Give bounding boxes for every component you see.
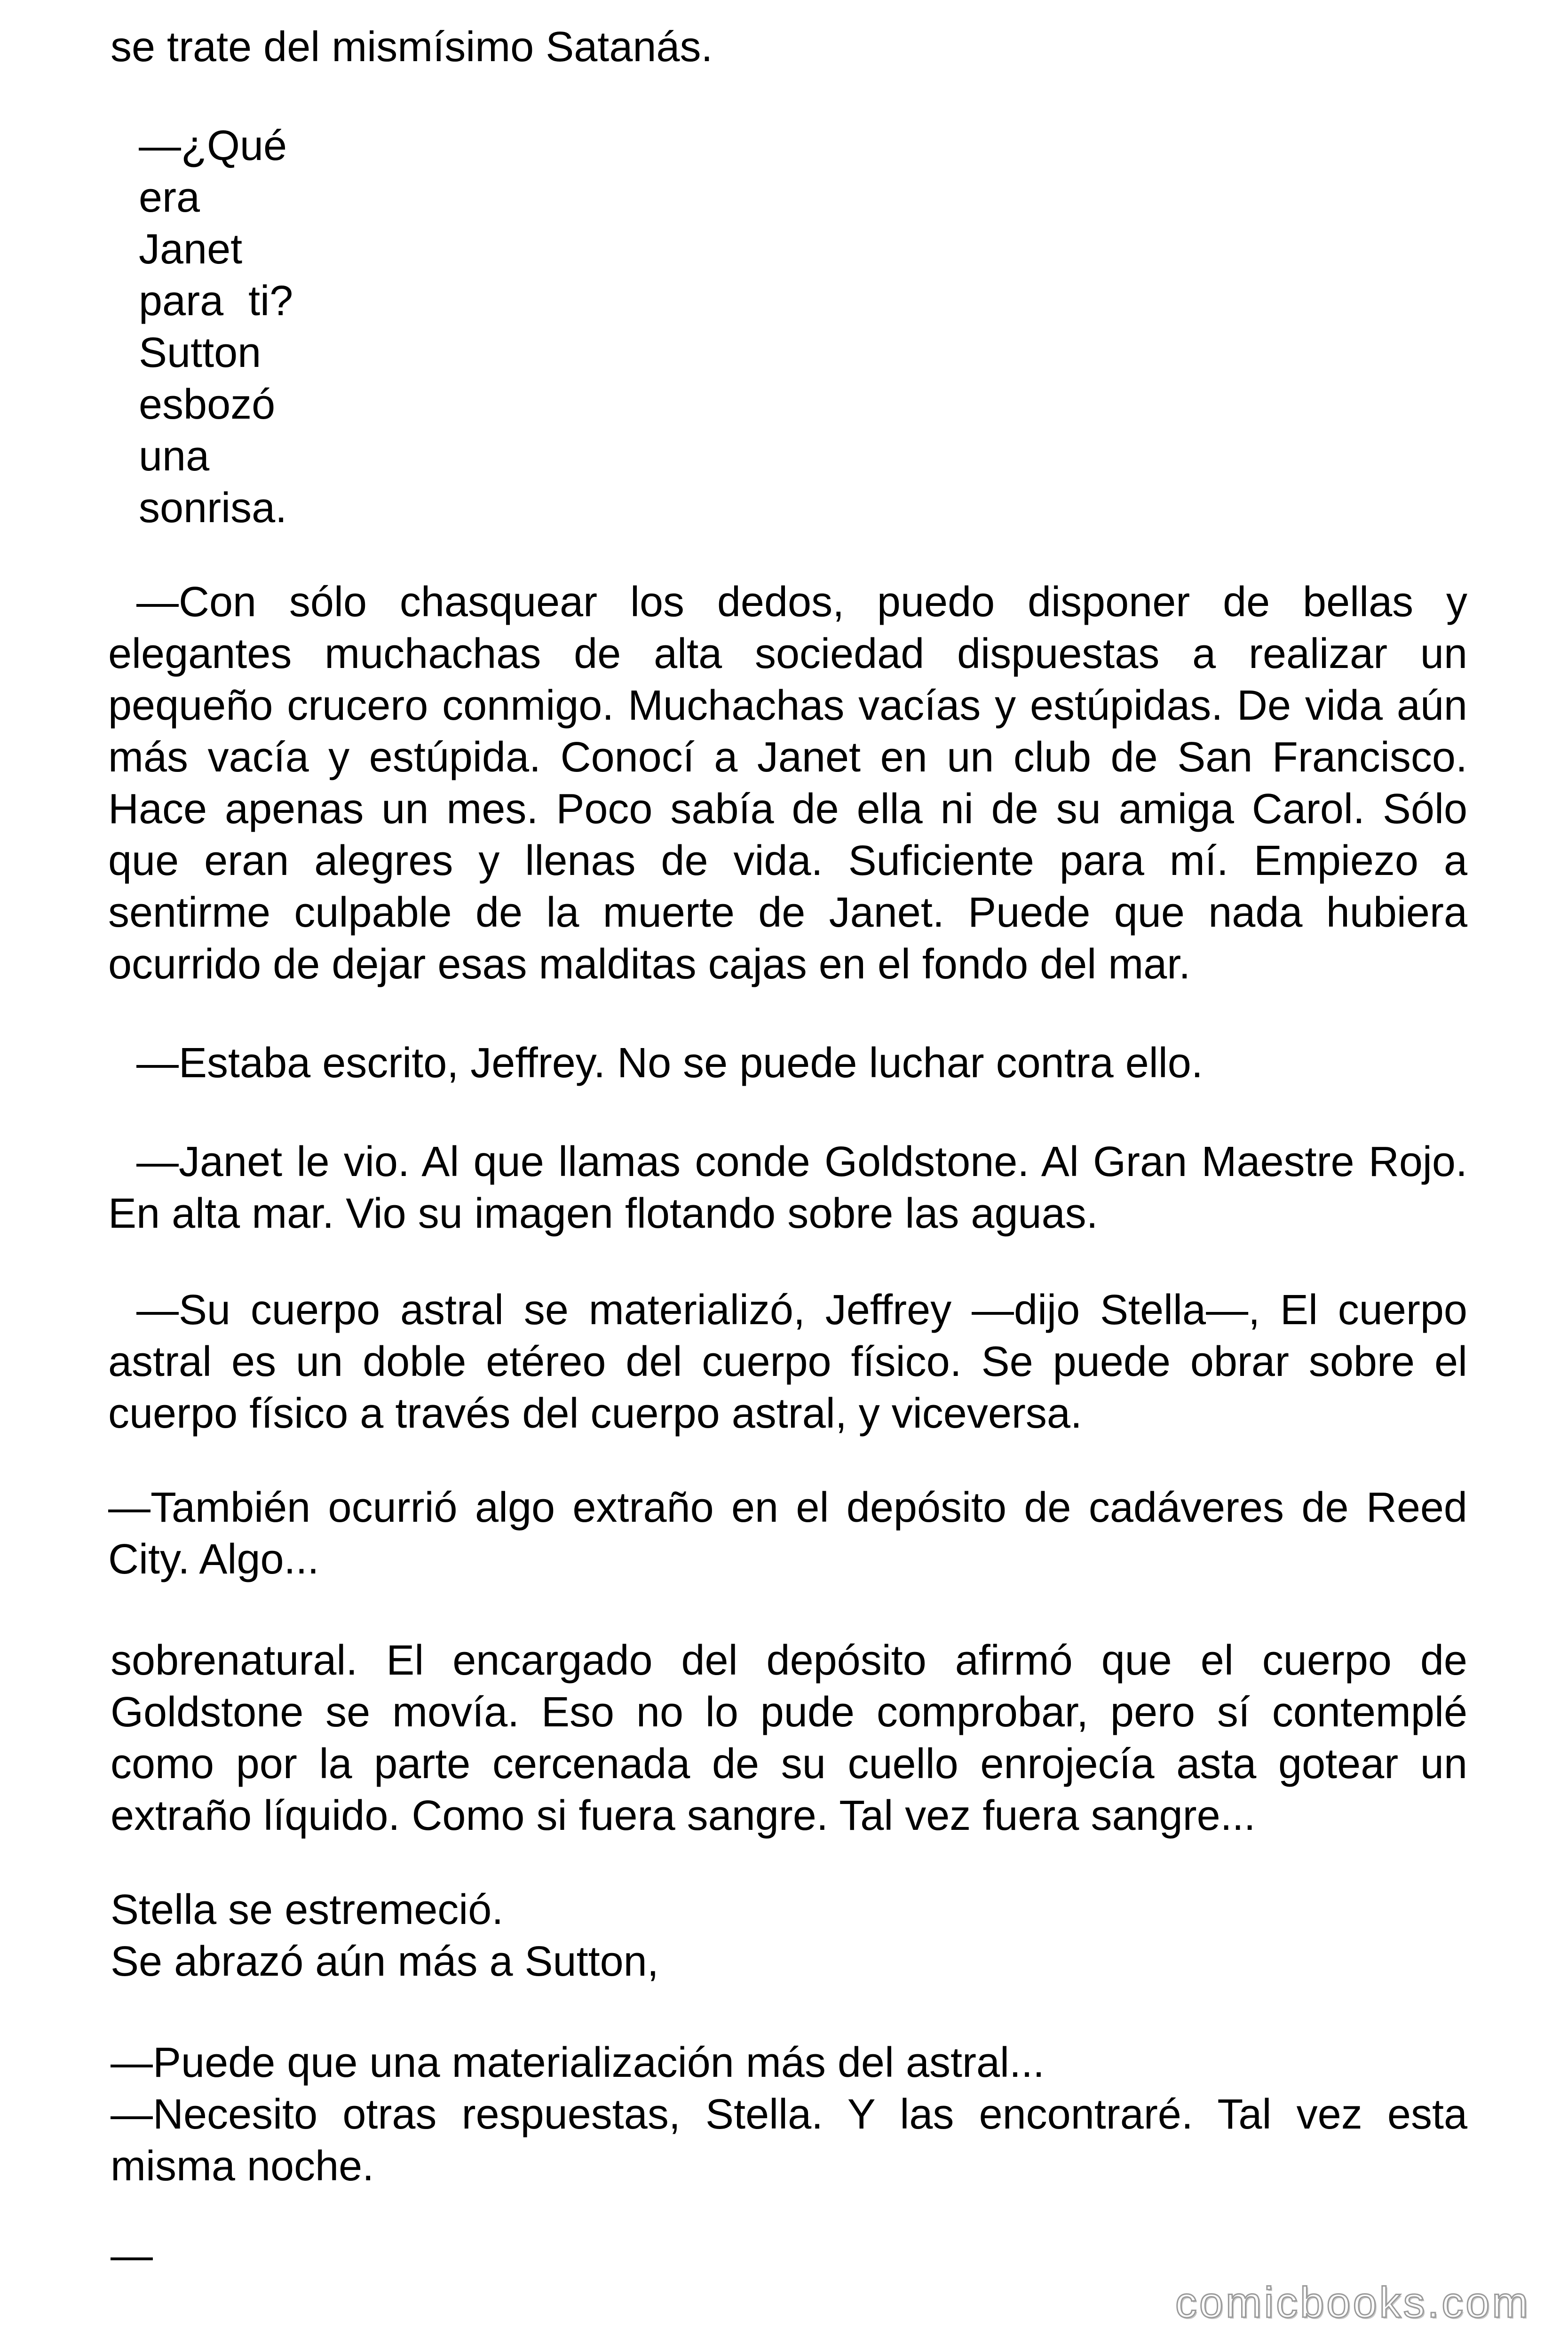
paragraph-opening bbox=[111, 21, 713, 73]
paragraph-sobrenatural: sobrenatural. El encargado del depósito afirmó que el cuerpo de Goldstone se movía. Eso no lo pude comprobar, pero sí contemplé como por la parte cercenada de su cuello enrojecía asta gotear un extraño líquido. Como si fuera sangre. Tal vez fuera sangre... bbox=[111, 1637, 1467, 1839]
text-line: Stella se estremeció. bbox=[111, 1886, 504, 1933]
text-line: esbozó bbox=[139, 381, 276, 428]
text-line: Janet bbox=[139, 226, 243, 273]
paragraph-sutton-speech: —Con sólo chasquear los dedos, puedo disponer de bellas y elegantes muchachas de alta sociedad dispuestas a realizar un pequeño crucero conmigo. Muchachas vacías y estúpidas. De vida aún más vacía y estúpida. Conocí a Janet en un club de San Francisco. Hace apenas un mes. Poco sabía de ella ni de su amiga Carol. Sólo que eran alegres y llenas de vida. Suficiente para mí. Empiezo a sentirme culpable de la muerte de Janet. Puede que nada hubiera ocurrido de dejar esas malditas cajas en el fondo del mar. bbox=[108, 579, 1467, 988]
paragraph-estaba-escrito: —Estaba escrito, Jeffrey. No se puede luchar contra ello. bbox=[136, 1040, 1203, 1087]
text-line: era bbox=[139, 174, 200, 221]
text-line: Sutton bbox=[139, 329, 261, 376]
watermark: comicbooks.com bbox=[1175, 2279, 1530, 2327]
text-line: para ti? bbox=[139, 278, 293, 325]
text-line: se trate del mismísimo Satanás. bbox=[111, 24, 713, 71]
paragraph-deposito: —También ocurrió algo extraño en el depósito de cadáveres de Reed City. Algo... bbox=[108, 1484, 1467, 1583]
text-line: una bbox=[139, 433, 210, 480]
stella-lines bbox=[111, 1884, 659, 1987]
text-line: —¿Qué bbox=[139, 122, 287, 169]
text-line: sonrisa. bbox=[139, 485, 287, 532]
paragraph-cuerpo-astral: —Su cuerpo astral se materializó, Jeffrey —dijo Stella—, El cuerpo astral es un doble etéreo del cuerpo físico. Se puede obrar sobre el cuerpo físico a través del cuerpo astral, y viceversa. bbox=[108, 1287, 1467, 1437]
paragraph-otras-respuestas: —Necesito otras respuestas, Stella. Y las encontraré. Tal vez esta misma noche. bbox=[111, 2091, 1467, 2190]
paragraph-materializacion: —Puede que una materialización más del astral... bbox=[111, 2039, 1045, 2086]
text-line: — bbox=[111, 2232, 153, 2279]
paragraph-dash bbox=[111, 2230, 153, 2281]
text-line: Se abrazó aún más a Sutton, bbox=[111, 1938, 659, 1985]
paragraph-janet-le-vio: —Janet le vio. Al que llamas conde Goldstone. Al Gran Maestre Rojo. En alta mar. Vio su imagen flotando sobre las aguas. bbox=[108, 1138, 1467, 1237]
dialogue-vertical-column bbox=[139, 120, 293, 534]
